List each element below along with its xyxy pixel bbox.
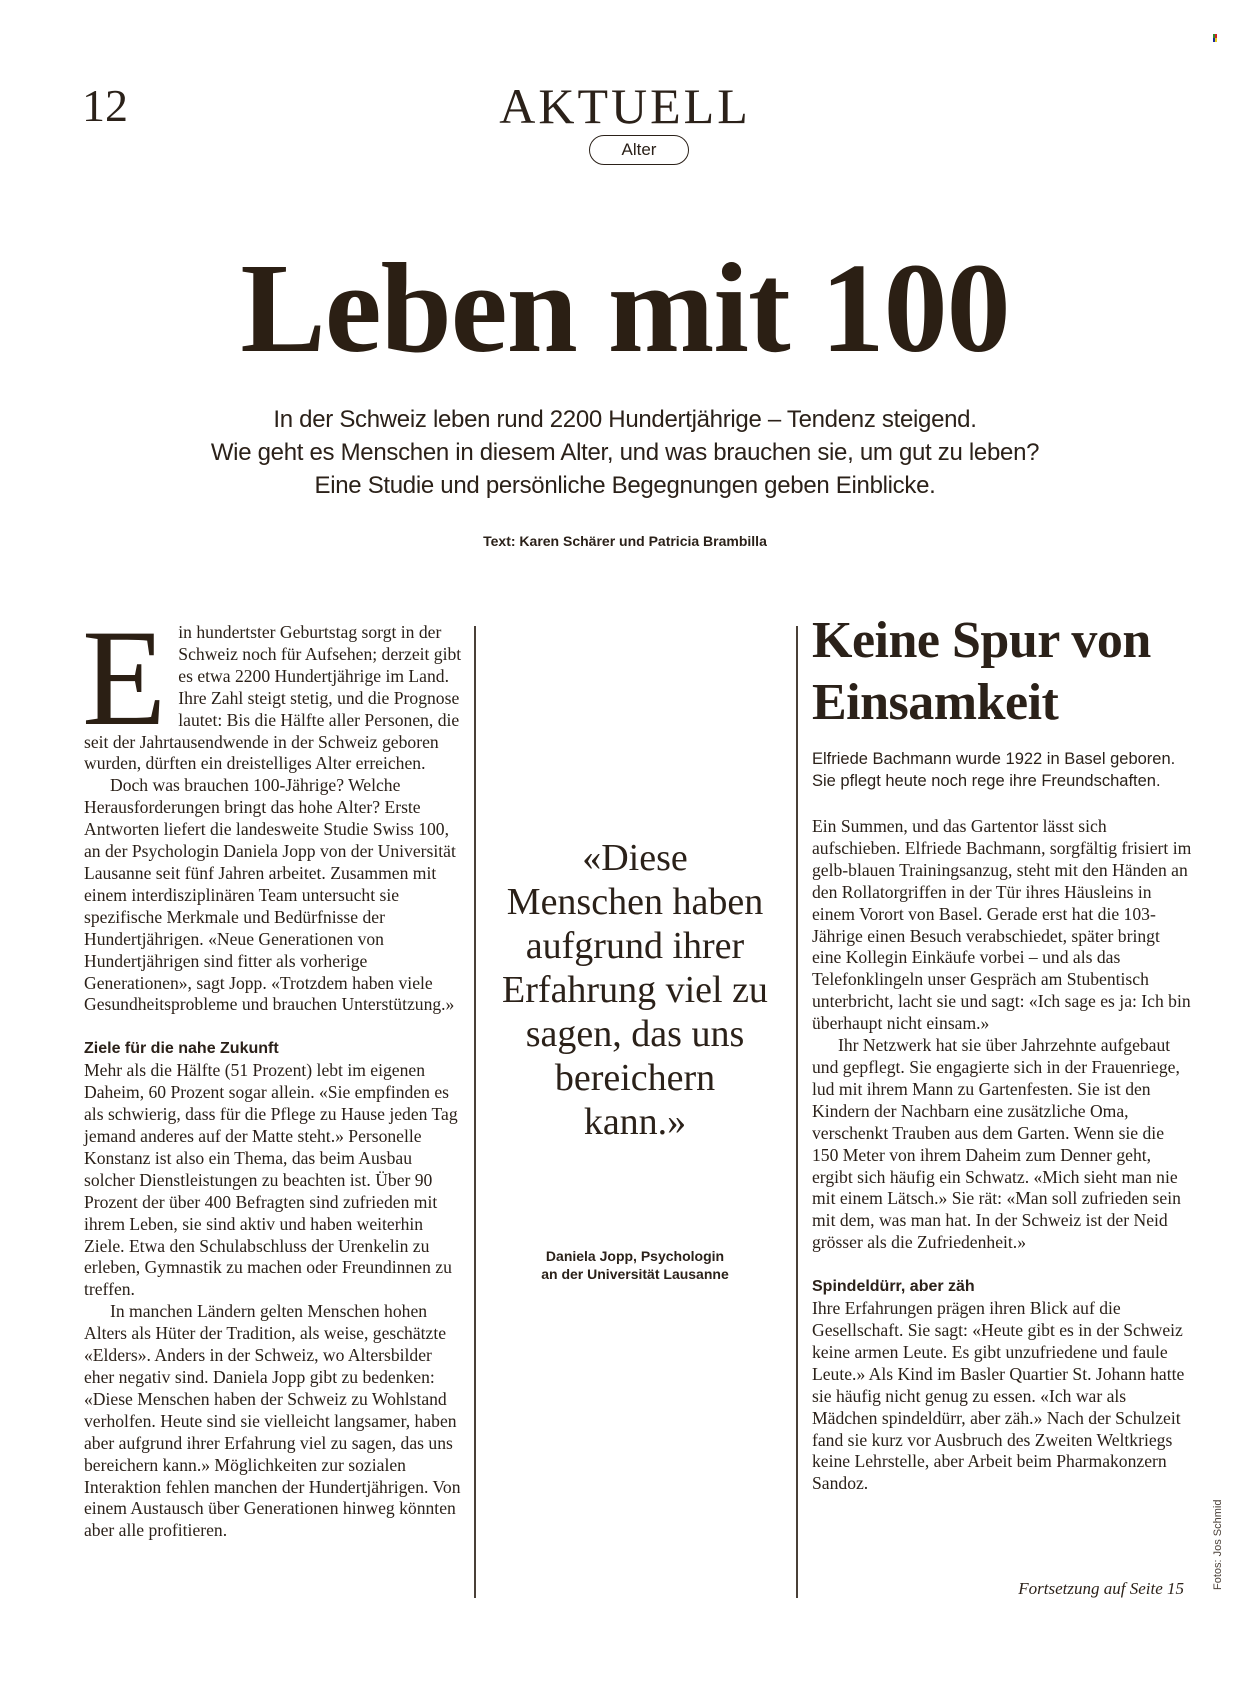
continued-notice[interactable]: Fortsetzung auf Seite 15 xyxy=(1018,1579,1184,1598)
lead-line: Eine Studie und persönliche Begegnungen geben Einblicke. xyxy=(314,472,936,499)
section-title: AKTUELL xyxy=(499,78,751,134)
paragraph: Doch was brauchen 100-Jährige? Welche Herausforderungen bringt das hohe Alter? Erste Antworten liefert die landesweite Studie Swiss 100, an der Psychologin Daniela Jopp von der Universität Lausanne seit fünf Jahren arbeitet. Zusammen mit einem interdisziplinären Team untersucht sie spezifische Merkmale und Bedürfnisse der Hundertjährigen. «Neue Generationen von Hundertjährigen sind fitter als vorherige Generationen», sagt Jopp. «Trotzdem haben viele Gesundheitsprobleme und brauchen Unterstützung.» xyxy=(84,775,456,1015)
subhead: Spindeldürr, aber zäh xyxy=(812,1278,975,1296)
sidebar-lead: Elfriede Bachmann wurde 1922 in Basel geboren. Sie pflegt heute noch rege ihre Freundschaften. xyxy=(812,750,1176,790)
subhead: Ziele für die nahe Zukunft xyxy=(84,1040,279,1058)
paragraph: in hundertster Geburtstag sorgt in der Schweiz noch für Aufsehen; derzeit gibt es etwa 2200 Hundertjährige im Land. Ihre Zahl steigt stetig, und die Prognose lautet: Bis die Hälfte aller Personen, die seit der Jahrtausendwende in der Schweiz geboren wurden, dürften ein dreistelliges Alter erreichen. xyxy=(84,622,462,774)
attribution-line: Daniela Jopp, Psychologin xyxy=(545,1248,725,1264)
section-tag[interactable]: Alter xyxy=(589,135,689,165)
print-color-mark xyxy=(1213,34,1218,42)
sidebar-story xyxy=(812,610,1192,1495)
paragraph: Ein Summen, und das Gartentor lässt sich aufschieben. Elfriede Bachmann, sorgfältig frisiert im gelb-blauen Trainingsanzug, steht mit den Händen an den Rollatorgriffen in der Tür ihres Häusleins in einem Vorort von Basel. Gerade erst hat die 103-Jährige einen Besuch verabschiedet, später bringt eine Kollegin Einkäufe vorbei – und als das Telefonklingeln unser Gespräch am Stubentisch unterbricht, lacht sie und sagt: «Ich sage es ja: Ich bin überhaupt nicht einsam.» xyxy=(812,816,1192,1034)
sidebar-title: Keine Spur von Einsamkeit xyxy=(812,612,1151,731)
sidebar-divider xyxy=(796,626,798,1598)
paragraph: Mehr als die Hälfte (51 Prozent) lebt im eigenen Daheim, 60 Prozent sogar allein. «Sie empfinden es als schwierig, dass für die Pflege zu Hause jeden Tag jemand anderes auf der Matte steht.» Personelle Konstanz ist also ein Thema, das beim Ausbau solcher Dienstleistungen zu beachten ist. Über 90 Prozent der über 400 Befragten sind zufrieden mit ihrem Leben, sie sind aktiv und haben weiterhin Ziele. Etwa den Schulabschluss der Urenkelin zu erleben, Gymnastik zu machen oder Freundinnen zu treffen. xyxy=(84,1060,458,1300)
page-number: 12 xyxy=(82,80,128,131)
main-article-column xyxy=(82,601,464,1542)
pull-quote: «Diese Menschen haben aufgrund ihrer Erfahrung viel zu sagen, das uns bereichern kann.» xyxy=(502,837,768,1143)
lead-line: Wie geht es Menschen in diesem Alter, und was brauchen sie, um gut zu leben? xyxy=(210,439,1040,466)
article-lead xyxy=(100,403,1150,502)
attribution-line: an der Universität Lausanne xyxy=(541,1266,729,1282)
headline: Leben mit 100 xyxy=(240,237,1010,379)
paragraph: In manchen Ländern gelten Menschen hohen Alters als Hüter der Tradition, als weise, geschätzte «Elders». Anders in der Schweiz, wo Altersbilder eher negativ sind. Daniela Jopp gibt zu bedenken: «Diese Menschen haben der Schweiz zu Wohlstand verholfen. Heute sind sie vielleicht langsamer, haben aber aufgrund ihrer Erfahrung viel zu sagen, das uns bereichern kann.» Möglichkeiten zur sozialen Interaktion fehlen manchen der Hundertjährigen. Von einem Austausch über Generationen hinweg könnten aber alle profitieren. xyxy=(84,1301,461,1541)
photo-credit: Fotos: Jos Schmid xyxy=(1212,1499,1224,1590)
pull-quote-attribution xyxy=(500,1247,770,1283)
drop-cap: E xyxy=(82,601,167,754)
byline: Text: Karen Schärer und Patricia Brambilla xyxy=(483,533,767,549)
paragraph: Ihr Netzwerk hat sie über Jahrzehnte aufgebaut und gepflegt. Sie engagierte sich in der Frauenriege, lud mit ihrem Mann zu Gartenfesten. Sie ist den Kindern der Nachbarn eine zusätzliche Oma, verschenkt Trauben aus dem Garten. Wenn sie die 150 Meter von ihrem Daheim zum Denner geht, ergibt sich häufig ein Schwatz. «Mich sieht man nie mit einem Lätsch.» Sie rät: «Man soll zufrieden sein mit dem, was man hat. In der Schweiz ist der Neid grösser als die Zufriedenheit.» xyxy=(812,1035,1181,1253)
column-divider xyxy=(474,626,476,1598)
sidebar-body xyxy=(812,816,1192,1495)
lead-line: In der Schweiz leben rund 2200 Hundertjährige – Tendenz steigend. xyxy=(273,406,977,433)
paragraph: Ihre Erfahrungen prägen ihren Blick auf die Gesellschaft. Sie sagt: «Heute gibt es in der Schweiz keine armen Leute. Es gibt unzufriedene und faule Leute.» Als Kind im Basler Quartier St. Johann hatte sie häufig nicht genug zu essen. «Ich war als Mädchen spindeldürr, aber zäh.» Nach der Schulzeit fand sie kurz vor Ausbruch des Zweiten Weltkriegs keine Lehrstelle, aber Arbeit beim Pharmakonzern Sandoz. xyxy=(812,1298,1185,1494)
